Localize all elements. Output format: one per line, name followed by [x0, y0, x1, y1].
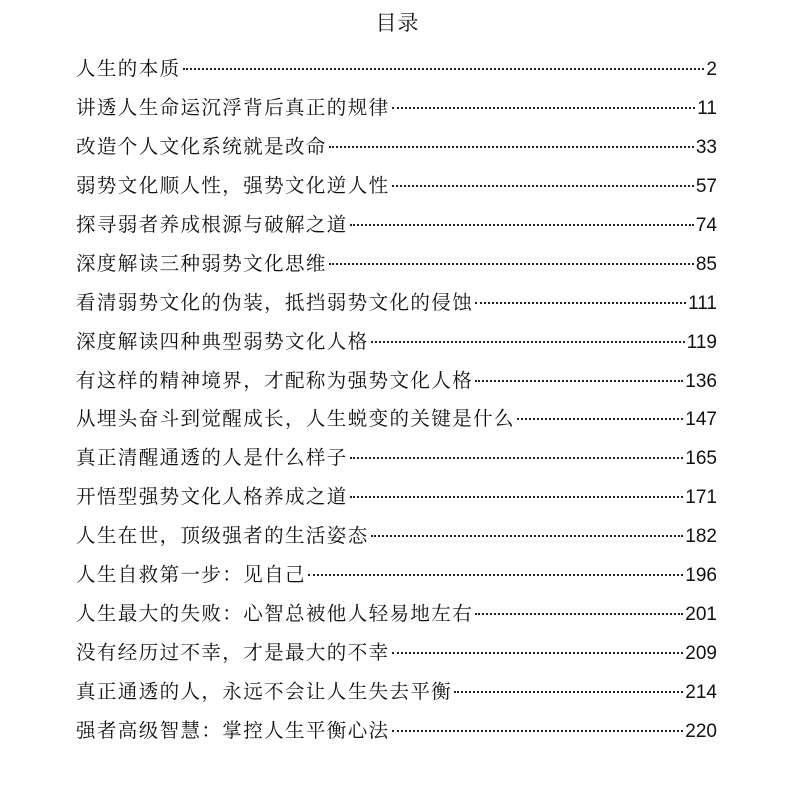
toc-entry[interactable]	[76, 128, 717, 167]
toc-entry-page-number: 147	[685, 409, 717, 431]
dot-leader	[392, 185, 694, 187]
toc-entry-title: 从埋头奋斗到觉醒成长，人生蜕变的关键是什么	[76, 407, 515, 431]
toc-entry[interactable]	[76, 167, 717, 206]
toc-entry-page-number: 201	[685, 604, 717, 626]
toc-entry-page-number: 119	[686, 331, 717, 353]
toc-entry-page-number: 111	[688, 292, 717, 314]
toc-entry-page-number: 136	[685, 370, 717, 392]
toc-entry-page-number: 85	[695, 253, 717, 275]
toc-entry-page-number: 165	[685, 448, 717, 470]
toc-entry-page-number: 214	[685, 682, 717, 703]
toc-entry-title: 人生最大的失败：心智总被他人轻易地左右	[76, 602, 474, 626]
toc-entry-title: 强者高级智慧：掌控人生平衡心法	[76, 718, 390, 742]
dot-leader	[475, 302, 686, 304]
toc-entry[interactable]	[76, 517, 717, 556]
toc-entry-title: 改造个人文化系统就是改命	[76, 134, 327, 158]
toc-entry-title: 真正通透的人，永远不会让人生失去平衡	[76, 680, 453, 703]
dot-leader	[475, 613, 683, 615]
toc-list	[76, 50, 717, 751]
toc-entry-title: 人生自救第一步：见自己	[76, 563, 306, 587]
toc-entry[interactable]	[76, 673, 717, 712]
toc-entry-title: 弱势文化顺人性，强势文化逆人性	[76, 173, 390, 197]
dot-leader	[454, 691, 683, 693]
toc-entry-page-number: 196	[685, 565, 717, 587]
dot-leader	[371, 341, 685, 343]
toc-entry-page-number: 220	[685, 720, 717, 742]
dot-leader	[350, 457, 684, 459]
dot-leader	[329, 263, 694, 265]
dot-leader	[392, 730, 684, 732]
toc-entry[interactable]	[76, 245, 717, 284]
toc-entry-title: 深度解读四种典型弱势文化人格	[76, 329, 369, 353]
toc-entry[interactable]	[76, 595, 717, 634]
dot-leader	[517, 418, 683, 420]
toc-entry-title: 深度解读三种弱势文化思维	[76, 251, 327, 275]
toc-entry-title: 开悟型强势文化人格养成之道	[76, 485, 348, 509]
toc-entry[interactable]	[76, 556, 717, 595]
toc-entry[interactable]	[76, 478, 717, 517]
dot-leader	[350, 224, 694, 226]
toc-entry-title: 人生的本质	[76, 57, 181, 80]
toc-entry-page-number: 182	[685, 526, 717, 548]
dot-leader	[308, 574, 683, 576]
dot-leader	[392, 107, 696, 109]
toc-entry-page-number: 33	[695, 136, 717, 158]
toc-entry[interactable]	[76, 712, 717, 751]
dot-leader	[392, 652, 684, 654]
toc-entry-title: 探寻弱者养成根源与破解之道	[76, 212, 348, 236]
toc-title: 目录	[375, 11, 420, 35]
toc-entry[interactable]	[76, 400, 717, 439]
toc-entry[interactable]	[76, 89, 717, 128]
toc-entry[interactable]	[76, 50, 717, 89]
toc-entry-title: 没有经历过不幸，才是最大的不幸	[76, 641, 390, 665]
toc-entry[interactable]	[76, 323, 717, 362]
toc-entry-title: 人生在世，顶级强者的生活姿态	[76, 524, 369, 548]
toc-entry-title: 看清弱势文化的伪装，抵挡弱势文化的侵蚀	[76, 290, 474, 314]
toc-entry[interactable]	[76, 284, 717, 323]
toc-entry[interactable]	[76, 634, 717, 673]
toc-entry-title: 真正清醒通透的人是什么样子	[76, 446, 348, 470]
dot-leader	[183, 68, 705, 70]
toc-entry-title: 有这样的精神境界，才配称为强势文化人格	[76, 368, 474, 392]
dot-leader	[371, 535, 684, 537]
toc-entry-page-number: 2	[706, 59, 717, 80]
toc-entry-page-number: 209	[685, 643, 717, 665]
toc-entry[interactable]	[76, 362, 717, 401]
toc-entry-page-number: 11	[697, 97, 717, 119]
toc-entry-page-number: 171	[685, 487, 717, 509]
dot-leader	[350, 496, 684, 498]
toc-entry-title: 讲透人生命运沉浮背后真正的规律	[76, 95, 390, 119]
toc-entry[interactable]	[76, 206, 717, 245]
toc-entry-page-number: 74	[695, 214, 717, 236]
dot-leader	[475, 380, 683, 382]
toc-entry-page-number: 57	[695, 175, 717, 197]
toc-entry[interactable]	[76, 439, 717, 478]
dot-leader	[329, 146, 694, 148]
